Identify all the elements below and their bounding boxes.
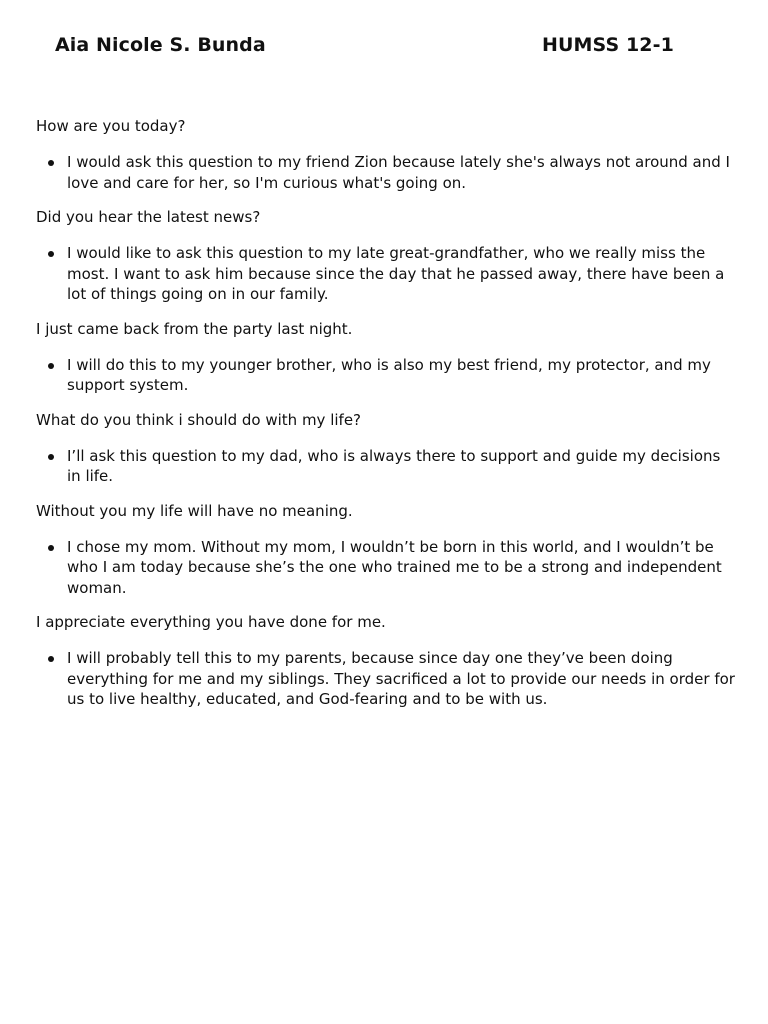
answer-item	[36, 243, 736, 305]
question-prompt: What do you think i should do with my life?	[36, 410, 362, 429]
student-section: HUMSS 12-1	[542, 34, 674, 56]
answer-text: I will do this to my younger brother, who is also my best friend, my protector, and my support system.	[67, 355, 711, 394]
answer-text: I’ll ask this question to my dad, who is always there to support and guide my decisions in life.	[67, 446, 721, 485]
qa-item	[36, 319, 736, 396]
bullet-icon	[48, 545, 54, 551]
qa-item	[36, 116, 736, 193]
answer-list	[36, 243, 736, 305]
question-prompt: How are you today?	[36, 117, 186, 135]
answer-list	[36, 446, 736, 487]
question-prompt: Without you my life will have no meaning.	[36, 501, 353, 520]
qa-item	[36, 410, 736, 487]
qa-item	[36, 501, 736, 599]
answer-list	[36, 648, 736, 710]
answer-text: I will probably tell this to my parents, because since day one they’ve been doing everything for me and my siblings. They sacrificed a lot to provide our needs in order for us to live healthy, educated, and God-fearing and to be with us.	[67, 649, 735, 708]
answer-text: I would ask this question to my friend Zion because lately she's always not around and I love and care for her, so I'm curious what's going on.	[67, 153, 730, 192]
qa-item	[36, 207, 736, 305]
bullet-icon	[48, 160, 54, 166]
student-name: Aia Nicole S. Bunda	[55, 34, 266, 56]
qa-item	[36, 612, 736, 710]
answer-item	[36, 537, 736, 599]
answer-list	[36, 537, 736, 599]
answer-item	[36, 152, 736, 193]
document-header	[0, 34, 768, 62]
bullet-icon	[48, 363, 54, 369]
answer-list	[36, 152, 736, 193]
bullet-icon	[48, 454, 54, 460]
question-prompt: I appreciate everything you have done for me.	[36, 613, 386, 631]
answer-text: I chose my mom. Without my mom, I wouldn’t be born in this world, and I wouldn’t be who I am today because she’s the one who trained me to be a strong and independent woman.	[67, 537, 722, 597]
question-prompt: Did you hear the latest news?	[36, 208, 261, 226]
answer-text: I would like to ask this question to my late great-grandfather, who we really miss the most. I want to ask him because since the day that he passed away, there have been a lot of things going on in our family.	[67, 244, 725, 303]
question-prompt: I just came back from the party last night.	[36, 319, 353, 338]
answer-list	[36, 355, 736, 396]
bullet-icon	[48, 251, 54, 257]
answer-item	[36, 648, 736, 710]
answer-item	[36, 446, 736, 487]
document-body	[36, 116, 736, 724]
bullet-icon	[48, 656, 54, 662]
answer-item	[36, 355, 736, 396]
